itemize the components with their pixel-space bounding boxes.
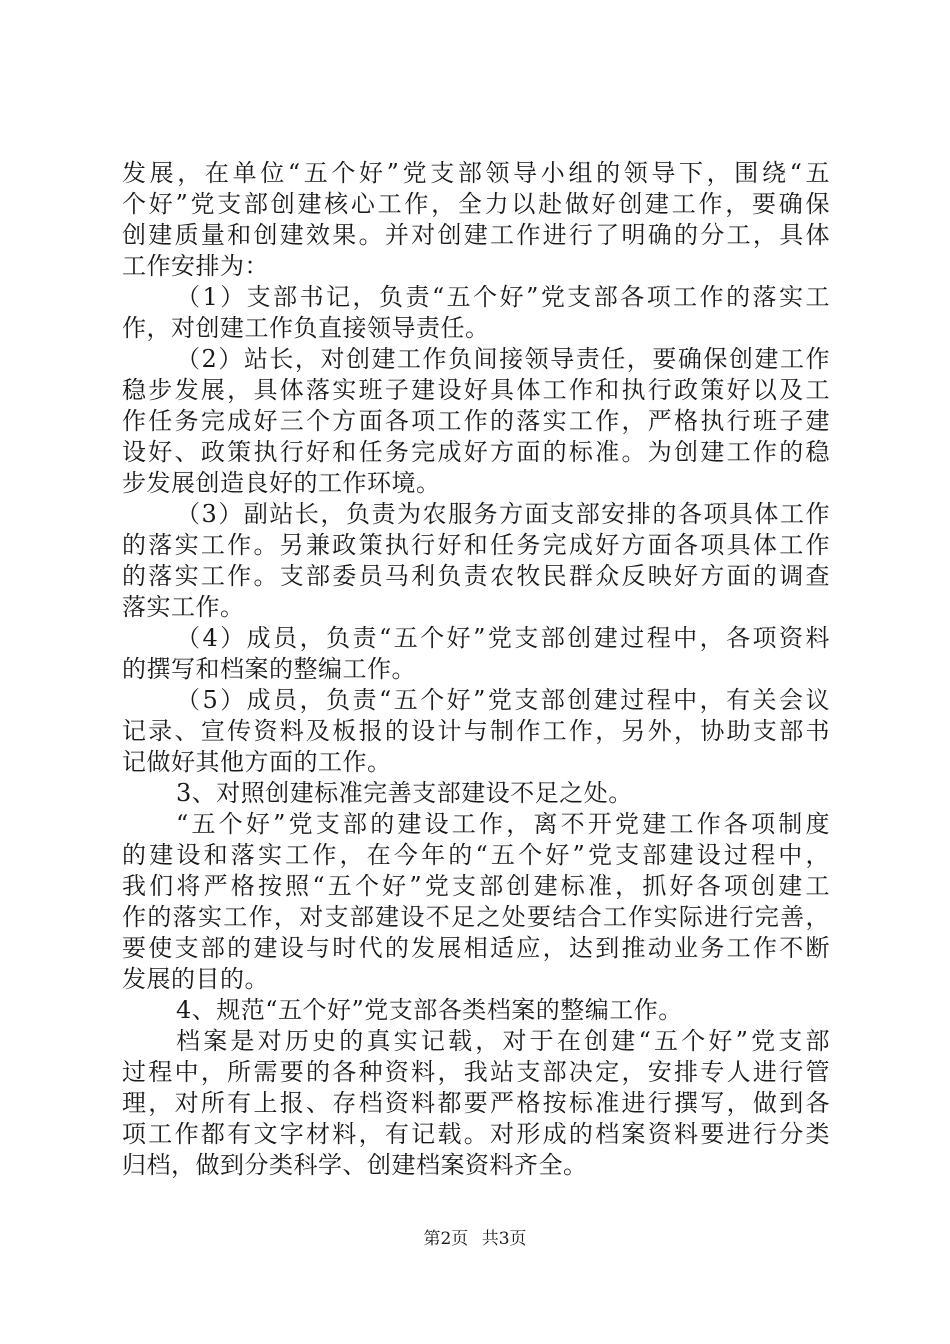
line: 的建设和落实工作，在今年的“五个好”党支部建设过程中， [122,841,830,869]
line: （5）成员，负责“五个好”党支部创建过程中，有关会议 [176,686,830,714]
line: 落实工作。 [122,593,245,621]
line: 项工作都有文字材料，有记载。对形成的档案资料要进行分类 [122,1120,830,1148]
line: （2）站长，对创建工作负间接领导责任，要确保创建工作 [176,345,830,373]
line: 发展，在单位“五个好”党支部领导小组的领导下，围绕“五 [122,159,830,187]
line: 归档，做到分类科学、创建档案资料齐全。 [122,1151,588,1179]
line: 档案是对历史的真实记载，对于在创建“五个好”党支部 [176,1027,830,1055]
document-body [122,158,830,1181]
page-total: 共3页 [481,1229,527,1249]
line: 的落实工作。另兼政策执行好和任务完成好方面各项具体工作 [122,531,830,559]
line: （1）支部书记，负责“五个好”党支部各项工作的落实工 [176,283,830,311]
line: “五个好”党支部的建设工作，离不开党建工作各项制度 [176,810,830,838]
line: 记录、宣传资料及板报的设计与制作工作，另外，协助支部书 [122,717,830,745]
line: 作任务完成好三个方面各项工作的落实工作，严格执行班子建 [122,407,830,435]
line: 的撰写和档案的整编工作。 [122,655,416,683]
line: 我们将严格按照“五个好”党支部创建标准，抓好各项创建工 [122,872,830,900]
line: 要使支部的建设与时代的发展相适应，达到推动业务工作不断 [122,934,830,962]
line: 发展的目的。 [122,965,269,993]
page-number: 第2页 [423,1229,469,1249]
line: 作的落实工作，对支部建设不足之处要结合工作实际进行完善， [122,903,830,931]
line: 过程中，所需要的各种资料，我站支部决定，安排专人进行管 [122,1058,830,1086]
line: 创建质量和创建效果。并对创建工作进行了明确的分工，具体 [122,221,830,249]
line: 的落实工作。支部委员马利负责农牧民群众反映好方面的调查 [122,562,830,590]
line: 稳步发展，具体落实班子建设好具体工作和执行政策好以及工 [122,376,830,404]
line: 3、对照创建标准完善支部建设不足之处。 [176,779,633,807]
line: 理，对所有上报、存档资料都要严格按标准进行撰写，做到各 [122,1089,830,1117]
line: （4）成员，负责“五个好”党支部创建过程中，各项资料 [176,624,830,652]
line: 设好、政策执行好和任务完成好方面的标准。为创建工作的稳 [122,438,830,466]
line: 步发展创造良好的工作环境。 [122,469,441,497]
line: （3）副站长，负责为农服务方面支部安排的各项具体工作 [176,500,830,528]
line: 工作安排为： [122,252,269,280]
line: 记做好其他方面的工作。 [122,748,392,776]
line: 4、规范“五个好”党支部各类档案的整编工作。 [176,996,683,1024]
page-footer [0,1228,950,1250]
line: 个好”党支部创建核心工作，全力以赴做好创建工作，要确保 [122,190,830,218]
line: 作，对创建工作负直接领导责任。 [122,314,490,342]
